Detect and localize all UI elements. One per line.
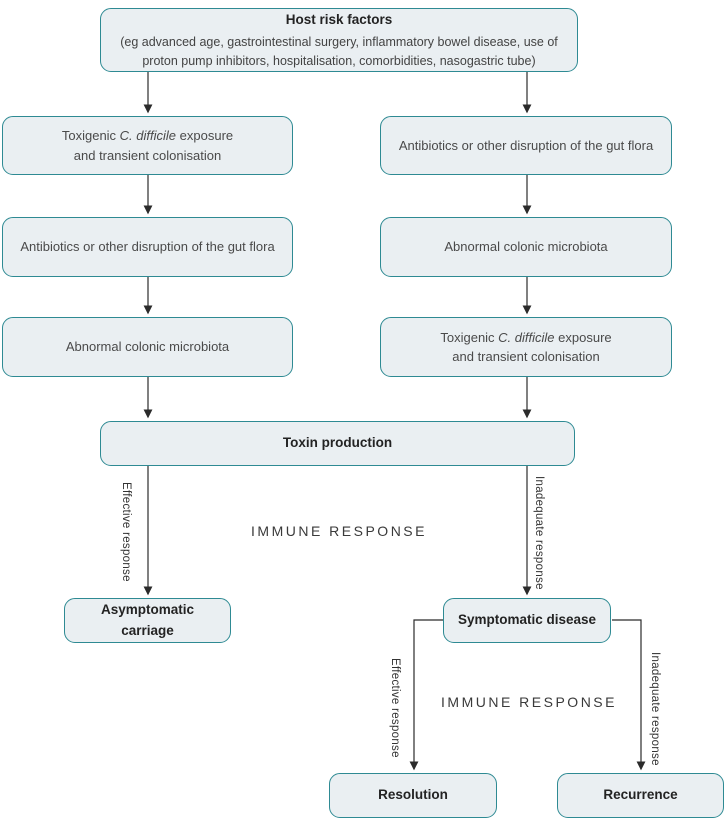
box-toxin-production bbox=[100, 421, 575, 466]
label-inadequate-response-lower: Inadequate response bbox=[649, 652, 661, 766]
box-recurrence bbox=[557, 773, 724, 818]
right-toxigenic-label: Toxigenic C. difficile exposure and transient colonisation bbox=[440, 329, 612, 364]
resolution-label: Resolution bbox=[378, 787, 448, 803]
label-immune-response-upper: IMMUNE RESPONSE bbox=[251, 523, 427, 539]
right-antibiotics-label: Antibiotics or other disruption of the gut flora bbox=[398, 137, 654, 153]
label-effective-response-upper: Effective response bbox=[120, 482, 132, 582]
host-risk-factors-title: Host risk factors bbox=[285, 11, 393, 27]
label-inadequate-response-upper: Inadequate response bbox=[533, 476, 545, 590]
host-risk-factors-examples: (eg advanced age, gastrointestinal surgery, inflammatory bowel disease, use of proton pump inhibitors, hospitalisation, comorbidities, nasogastric tube) bbox=[120, 34, 558, 68]
box-left-antibiotics bbox=[2, 217, 293, 277]
asymptomatic-carriage-label: Asymptomatic carriage bbox=[100, 602, 195, 638]
toxin-production-label: Toxin production bbox=[282, 435, 393, 451]
box-symptomatic-disease bbox=[443, 598, 611, 643]
box-right-toxigenic-exposure bbox=[380, 317, 672, 377]
box-left-abnormal-microbiota bbox=[2, 317, 293, 377]
box-resolution bbox=[329, 773, 497, 818]
label-immune-response-lower: IMMUNE RESPONSE bbox=[441, 694, 617, 710]
label-effective-response-lower: Effective response bbox=[389, 658, 401, 758]
left-toxigenic-label: Toxigenic C. difficile exposure and transient colonisation bbox=[61, 128, 234, 163]
right-abnormal-label: Abnormal colonic microbiota bbox=[444, 239, 608, 255]
recurrence-label: Recurrence bbox=[603, 787, 678, 803]
left-abnormal-label: Abnormal colonic microbiota bbox=[65, 339, 230, 355]
box-left-toxigenic-exposure bbox=[2, 116, 293, 175]
box-asymptomatic-carriage bbox=[64, 598, 231, 643]
symptomatic-disease-label: Symptomatic disease bbox=[457, 612, 597, 628]
left-antibiotics-label: Antibiotics or other disruption of the gut flora bbox=[20, 239, 275, 255]
box-right-antibiotics bbox=[380, 116, 672, 175]
box-host-risk-factors bbox=[100, 8, 578, 72]
box-right-abnormal-microbiota bbox=[380, 217, 672, 277]
